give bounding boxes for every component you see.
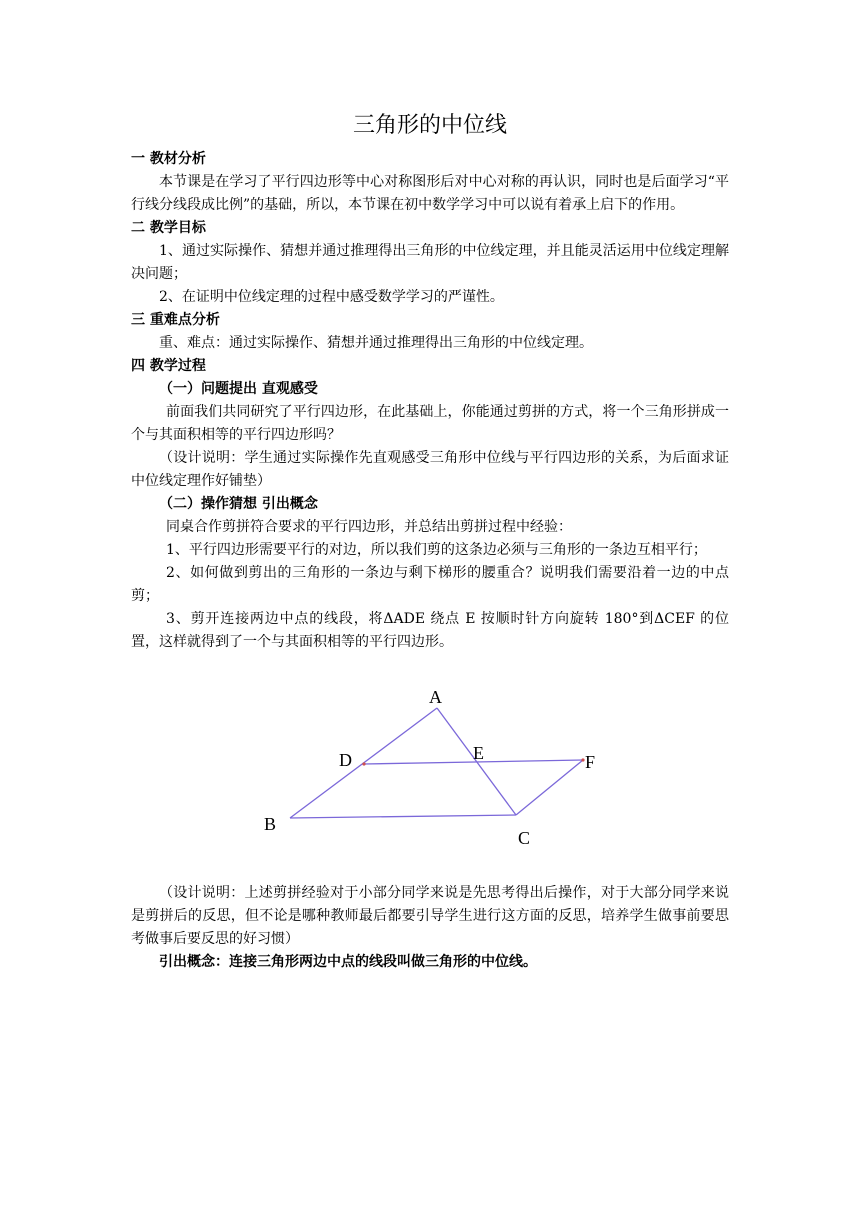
section-heading-analysis: 一 教材分析	[131, 151, 206, 167]
segment-cf	[516, 760, 583, 815]
triangle-midline-figure	[131, 684, 729, 864]
subsection-2-item-3: 3、剪开连接两边中点的线段，将ΔADE 绕点 E 按顺时针方向旋转 180°到ΔCEF 的位置，这样就得到了一个与其面积相等的平行四边形。	[131, 611, 729, 650]
goal-item-1: 1、通过实际操作、猜想并通过推理得出三角形的中位线定理，并且能灵活运用中位线定理解决问题；	[131, 243, 729, 282]
subsection-1-paragraph: 前面我们共同研究了平行四边形，在此基础上，你能通过剪拼的方式，将一个三角形拼成一个与其面积相等的平行四边形吗？	[131, 404, 729, 443]
subsection-1-design-note: （设计说明：学生通过实际操作先直观感受三角形中位线与平行四边形的关系，为后面求证中位线定理作好铺垫）	[131, 450, 729, 489]
design-note-2: （设计说明：上述剪拼经验对于小部分同学来说是先思考得出后操作，对于大部分同学来说是剪拼后的反思，但不论是哪种教师最后都要引导学生进行这方面的反思，培养学生做事前要思考做事后要反思的好习惯）	[131, 885, 729, 947]
subsection-heading-2: （二）操作猜想 引出概念	[159, 496, 318, 512]
segment-bc	[290, 815, 516, 818]
concept-definition: 引出概念：连接三角形两边中点的线段叫做三角形的中位线。	[159, 954, 537, 970]
label-a: A	[429, 687, 442, 707]
label-d: D	[339, 750, 352, 770]
subsection-2-intro: 同桌合作剪拼符合要求的平行四边形，并总结出剪拼过程中经验：	[166, 519, 572, 535]
subsection-2-item-2: 2、如何做到剪出的三角形的一条边与剩下梯形的腰重合？说明我们需要沿着一边的中点剪；	[131, 565, 729, 604]
label-b: B	[264, 814, 277, 834]
geometry-diagram	[131, 684, 729, 864]
point-d	[362, 762, 365, 765]
label-c: C	[518, 828, 531, 848]
label-f: F	[585, 752, 596, 772]
subsection-heading-1: （一）问题提出 直观感受	[159, 381, 318, 397]
key-points-paragraph: 重、难点：通过实际操作、猜想并通过推理得出三角形的中位线定理。	[159, 335, 593, 351]
section-heading-key-points: 三 重难点分析	[131, 312, 220, 328]
goal-item-2: 2、在证明中位线定理的过程中感受数学学习的严谨性。	[159, 289, 504, 305]
subsection-2-item-1: 1、平行四边形需要平行的对边，所以我们剪的这条边必须与三角形的一条边互相平行；	[166, 542, 707, 558]
label-e: E	[473, 743, 484, 763]
analysis-paragraph: 本节课是在学习了平行四边形等中心对称图形后对中心对称的再认识，同时也是后面学习“平行线分线段成比例”的基础，所以，本节课在初中数学学习中可以说有着承上启下的作用。	[131, 174, 729, 213]
document-body	[131, 148, 729, 974]
section-heading-goals: 二 教学目标	[131, 220, 206, 236]
section-heading-process: 四 教学过程	[131, 358, 206, 374]
document-title: 三角形的中位线	[352, 113, 507, 138]
